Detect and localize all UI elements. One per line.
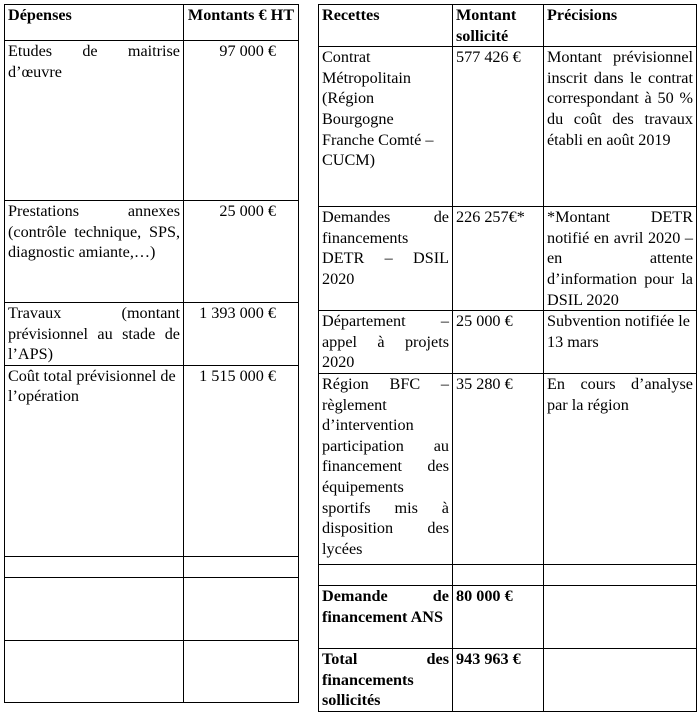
table-row (319, 564, 697, 585)
recette-label: Département – appel à projets 2020 (319, 311, 453, 374)
depense-label: Travaux (montant prévisionnel au stade de l’APS) (5, 303, 184, 366)
table-row (5, 640, 299, 702)
recette-label-total: Total des financements sollicités (319, 648, 453, 711)
table-row (5, 201, 299, 303)
table-row (319, 47, 697, 207)
recette-label: Demandes de financements DETR – DSIL 2020 (319, 207, 453, 311)
table-row (319, 311, 697, 374)
table-row (5, 303, 299, 366)
table-row (5, 556, 299, 577)
table-row (5, 577, 299, 640)
depense-amount: 97 000 € (184, 41, 299, 201)
table-row (5, 365, 299, 556)
header-recettes: Recettes (319, 5, 453, 47)
recette-precision: En cours d’analyse par la région (544, 373, 697, 564)
recette-precision: Montant prévisionnel inscrit dans le contrat correspondant à 50 % du coût des travaux établi en août 2019 (544, 47, 697, 207)
recette-amount: 577 426 € (453, 47, 544, 207)
recette-precision (544, 648, 697, 711)
recette-amount: 226 257€* (453, 207, 544, 311)
recette-precision: Subvention notifiée le 13 mars (544, 311, 697, 374)
recette-label: Région BFC – règlement d’intervention participation au financement des équipements sportifs mis à disposition des lycées (319, 373, 453, 564)
recettes-table (318, 4, 697, 712)
table-row (319, 207, 697, 311)
recette-label-ans: Demande de financement ANS (319, 585, 453, 648)
recette-precision (544, 585, 697, 648)
table-row (5, 41, 299, 201)
depense-label: Prestations annexes (contrôle technique, SPS, diagnostic amiante,…) (5, 201, 184, 303)
recette-label: Contrat Métropolitain (Région Bourgogne Franche Comté – CUCM) (319, 47, 453, 207)
recette-amount: 35 280 € (453, 373, 544, 564)
depense-amount: 1 515 000 € (184, 365, 299, 556)
depense-label: Etudes de maitrise d’œuvre (5, 41, 184, 201)
recette-amount-total: 943 963 € (453, 648, 544, 711)
table-row (319, 585, 697, 648)
table-row (319, 648, 697, 711)
header-precisions: Précisions (544, 5, 697, 47)
table-header-row (5, 5, 299, 41)
recette-amount: 25 000 € (453, 311, 544, 374)
table-header-row (319, 5, 697, 47)
depense-label: Coût total prévisionnel de l’opération (5, 365, 184, 556)
depense-amount: 25 000 € (184, 201, 299, 303)
header-montants-ht: Montants € HT (184, 5, 299, 41)
depense-amount: 1 393 000 € (184, 303, 299, 366)
recette-amount-ans: 80 000 € (453, 585, 544, 648)
header-depenses: Dépenses (5, 5, 184, 41)
recette-precision: *Montant DETR notifié en avril 2020 – en attente d’information pour la DSIL 2020 (544, 207, 697, 311)
table-row (319, 373, 697, 564)
depenses-table (4, 4, 299, 703)
header-montant-sollicite: Montant sollicité (453, 5, 544, 47)
